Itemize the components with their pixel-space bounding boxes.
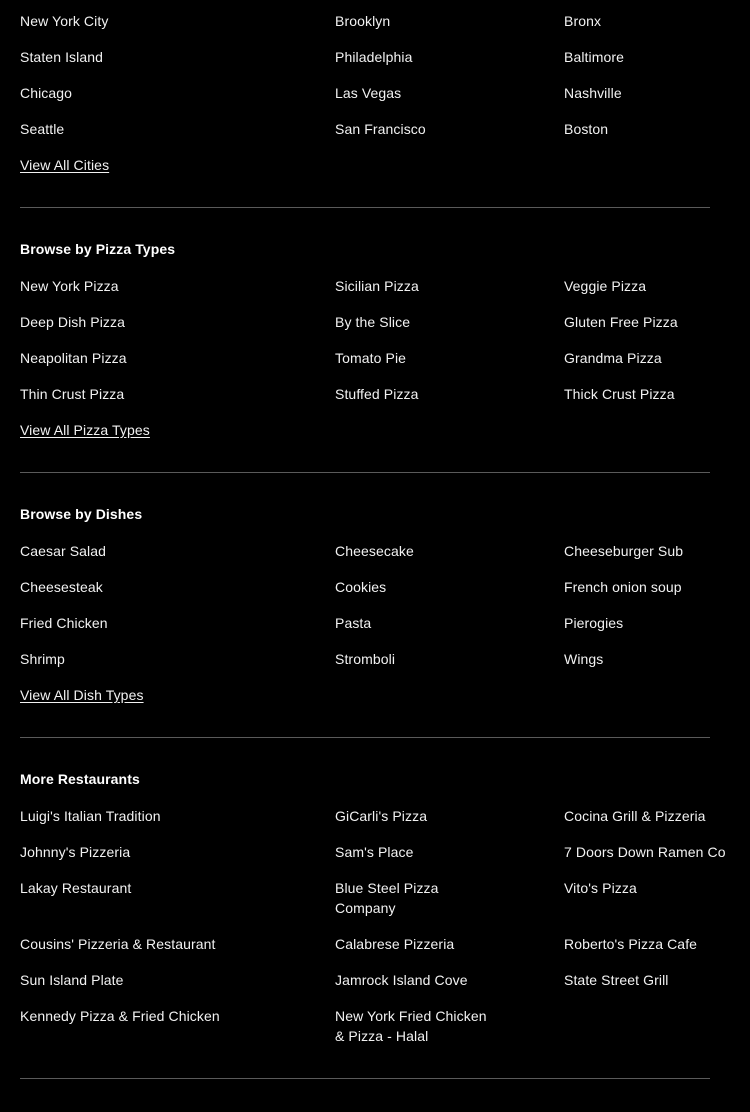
pizza-type-link[interactable]: Sicilian Pizza bbox=[335, 278, 419, 294]
pizza-type-link[interactable]: Thin Crust Pizza bbox=[20, 386, 125, 402]
pizza-type-link[interactable]: Stuffed Pizza bbox=[335, 386, 419, 402]
restaurant-link[interactable]: Kennedy Pizza & Fried Chicken bbox=[20, 1008, 220, 1024]
dish-link[interactable]: Caesar Salad bbox=[20, 543, 107, 559]
city-link[interactable]: Las Vegas bbox=[335, 85, 402, 101]
restaurant-link[interactable]: Jamrock Island Cove bbox=[335, 972, 468, 988]
dish-link[interactable]: Cheeseburger Sub bbox=[564, 543, 684, 559]
dish-link[interactable]: Pasta bbox=[335, 615, 372, 631]
restaurant-link[interactable]: Cousins' Pizzeria & Restaurant bbox=[20, 936, 216, 952]
restaurant-link[interactable]: Blue Steel Pizza Company bbox=[335, 880, 439, 916]
pizza-type-link[interactable]: New York Pizza bbox=[20, 278, 119, 294]
dish-link[interactable]: Fried Chicken bbox=[20, 615, 108, 631]
dishes-heading: Browse by Dishes bbox=[20, 506, 143, 522]
restaurant-link[interactable]: State Street Grill bbox=[564, 972, 669, 988]
restaurant-link[interactable]: Sam's Place bbox=[335, 844, 414, 860]
city-link[interactable]: Seattle bbox=[20, 121, 65, 137]
restaurant-link[interactable]: Johnny's Pizzeria bbox=[20, 844, 131, 860]
section-divider bbox=[20, 472, 710, 473]
dish-link[interactable]: Stromboli bbox=[335, 651, 396, 667]
pizza-type-link[interactable]: Neapolitan Pizza bbox=[20, 350, 127, 366]
city-link[interactable]: Chicago bbox=[20, 85, 73, 101]
city-link[interactable]: Nashville bbox=[564, 85, 622, 101]
restaurant-link[interactable]: GiCarli's Pizza bbox=[335, 808, 428, 824]
dish-link[interactable]: Cheesesteak bbox=[20, 579, 103, 595]
restaurant-link[interactable]: New York Fried Chicken & Pizza - Halal bbox=[335, 1008, 487, 1044]
restaurant-link[interactable]: Luigi's Italian Tradition bbox=[20, 808, 161, 824]
restaurant-link[interactable]: Calabrese Pizzeria bbox=[335, 936, 455, 952]
pizza-type-link[interactable]: Tomato Pie bbox=[335, 350, 407, 366]
city-link[interactable]: Boston bbox=[564, 121, 609, 137]
city-link[interactable]: Brooklyn bbox=[335, 13, 391, 29]
dish-link[interactable]: Cheesecake bbox=[335, 543, 414, 559]
pizza-type-link[interactable]: Grandma Pizza bbox=[564, 350, 662, 366]
section-divider bbox=[20, 1078, 710, 1079]
city-link[interactable]: Baltimore bbox=[564, 49, 625, 65]
view-all-cities-link[interactable]: View All Cities bbox=[20, 157, 110, 173]
restaurant-link[interactable]: Cocina Grill & Pizzeria bbox=[564, 808, 706, 824]
restaurant-link[interactable]: Lakay Restaurant bbox=[20, 880, 132, 896]
dish-link[interactable]: Wings bbox=[564, 651, 604, 667]
city-link[interactable]: Bronx bbox=[564, 13, 602, 29]
view-all-dish-types-link[interactable]: View All Dish Types bbox=[20, 687, 144, 703]
restaurant-link[interactable]: Vito's Pizza bbox=[564, 880, 637, 896]
section-divider bbox=[20, 737, 710, 738]
city-link[interactable]: Staten Island bbox=[20, 49, 104, 65]
dish-link[interactable]: French onion soup bbox=[564, 579, 682, 595]
pizza-type-link[interactable]: Thick Crust Pizza bbox=[564, 386, 675, 402]
restaurants-heading: More Restaurants bbox=[20, 771, 140, 787]
city-link[interactable]: Philadelphia bbox=[335, 49, 413, 65]
city-link[interactable]: New York City bbox=[20, 13, 109, 29]
pizza-types-heading: Browse by Pizza Types bbox=[20, 241, 176, 257]
city-link[interactable]: San Francisco bbox=[335, 121, 426, 137]
section-divider bbox=[20, 207, 710, 208]
dish-link[interactable]: Cookies bbox=[335, 579, 387, 595]
view-all-pizza-types-link[interactable]: View All Pizza Types bbox=[20, 422, 150, 438]
restaurant-link[interactable]: Sun Island Plate bbox=[20, 972, 124, 988]
dish-link[interactable]: Shrimp bbox=[20, 651, 65, 667]
pizza-type-link[interactable]: Deep Dish Pizza bbox=[20, 314, 125, 330]
pizza-type-link[interactable]: Gluten Free Pizza bbox=[564, 314, 678, 330]
pizza-type-link[interactable]: Veggie Pizza bbox=[564, 278, 647, 294]
restaurant-link[interactable]: 7 Doors Down Ramen Co bbox=[564, 844, 726, 860]
dish-link[interactable]: Pierogies bbox=[564, 615, 624, 631]
pizza-type-link[interactable]: By the Slice bbox=[335, 314, 411, 330]
restaurant-link[interactable]: Roberto's Pizza Cafe bbox=[564, 936, 698, 952]
